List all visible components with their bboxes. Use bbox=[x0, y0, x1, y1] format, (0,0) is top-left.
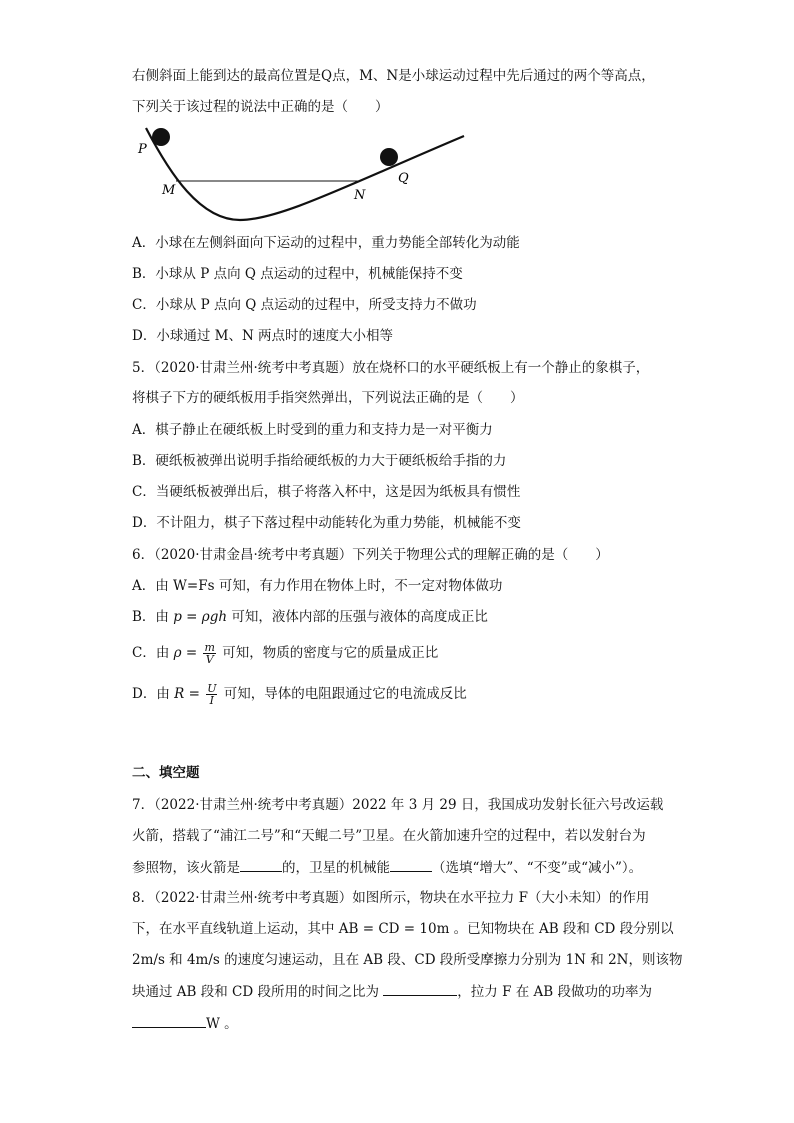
label-m: M bbox=[162, 183, 176, 198]
q5-stem-line-1: 5．（2020·甘肃兰州·统考中考真题）放在烧杯口的水平硬纸板上有一个静止的象棋子， bbox=[132, 360, 650, 376]
label-q: Q bbox=[398, 171, 409, 186]
q4-option-b: B．小球从 P 点向 Q 点运动的过程中，机械能保持不变 bbox=[132, 266, 463, 282]
label-p: P bbox=[138, 142, 147, 157]
ball-p-icon bbox=[152, 128, 170, 146]
q6-option-d: D．由 R = $\frac{U}{I}$ 可知，导体的电阻跟通过它的电流成反比 bbox=[132, 682, 467, 707]
q4-option-d: D．小球通过 M、N 两点时的速度大小相等 bbox=[132, 328, 394, 344]
q8-line-3: 2m/s 和 4m/s 的速度匀速运动，且在 AB 段、CD 段所受摩擦力分别为 1N 和 2N，则该物 bbox=[132, 952, 683, 968]
q4-option-a: A．小球在左侧斜面向下运动的过程中，重力势能全部转化为动能 bbox=[132, 235, 520, 251]
formula-pressure: p = ρgh bbox=[173, 609, 228, 625]
q8-line-4: 块通过 AB 段和 CD 段所用的时间之比为 ，拉力 F 在 AB 段做功的功率为 bbox=[132, 981, 652, 1002]
answer-blank-3[interactable] bbox=[383, 981, 457, 996]
q8-line-1: 8．（2022·甘肃兰州·统考中考真题）如图所示，物块在水平拉力 F（大小未知）的作用 bbox=[132, 890, 650, 906]
formula-resistance-lhs: R = bbox=[174, 686, 200, 702]
ball-q-icon bbox=[380, 148, 398, 166]
q6-option-b: B．由 p = ρgh 可知，液体内部的压强与液体的高度成正比 bbox=[132, 609, 488, 625]
formula-resistance-fraction: $\frac{U}{I}$ bbox=[207, 682, 217, 707]
q5-option-b: B．硬纸板被弹出说明手指给硬纸板的力大于硬纸板给手指的力 bbox=[132, 453, 507, 469]
answer-blank-2[interactable] bbox=[390, 857, 432, 872]
q4-option-c: C．小球从 P 点向 Q 点运动的过程中，所受支持力不做功 bbox=[132, 297, 477, 313]
q6-stem: 6．（2020·甘肃金昌·统考中考真题）下列关于物理公式的理解正确的是（ ） bbox=[132, 547, 609, 563]
section-title-fill-in: 二、填空题 bbox=[132, 765, 200, 781]
q6-option-c: C．由 ρ = $\frac{m}{V}$ 可知，物质的密度与它的质量成正比 bbox=[132, 641, 439, 666]
question-4-text-line-2: 下列关于该过程的说法中正确的是（ ） bbox=[132, 99, 389, 115]
q8-line-5: W 。 bbox=[132, 1013, 238, 1034]
formula-density-fraction: $\frac{m}{V}$ bbox=[204, 641, 215, 666]
q8-line-2: 下，在水平直线轨道上运动，其中 AB = CD = 10m 。已知物块在 AB 段和 CD 段分别以 bbox=[132, 921, 674, 937]
q5-option-c: C．当硬纸板被弹出后，棋子将落入杯中，这是因为纸板具有惯性 bbox=[132, 484, 521, 500]
q5-option-d: D．不计阻力，棋子下落过程中动能转化为重力势能，机械能不变 bbox=[132, 515, 521, 531]
q5-stem-line-2: 将棋子下方的硬纸板用手指突然弹出，下列说法正确的是（ ） bbox=[132, 390, 524, 406]
formula-density-lhs: ρ = bbox=[173, 645, 198, 661]
label-n: N bbox=[354, 188, 366, 203]
ramp-curve bbox=[146, 128, 464, 220]
q5-option-a: A．棋子静止在硬纸板上时受到的重力和支持力是一对平衡力 bbox=[132, 422, 493, 438]
ramp-figure bbox=[130, 124, 475, 230]
q7-line-2: 火箭，搭载了“浦江二号”和“天鲲二号”卫星。在火箭加速升空的过程中，若以发射台为 bbox=[132, 828, 646, 844]
q7-line-1: 7．（2022·甘肃兰州·统考中考真题）2022 年 3 月 29 日，我国成功发射长征六号改运载 bbox=[132, 797, 664, 813]
answer-blank-1[interactable] bbox=[240, 857, 282, 872]
question-4-text-line-1: 右侧斜面上能到达的最高位置是Q点，M、N是小球运动过程中先后通过的两个等高点， bbox=[132, 68, 655, 84]
answer-blank-4[interactable] bbox=[132, 1013, 206, 1028]
q6-option-a: A．由 W=Fs 可知，有力作用在物体上时，不一定对物体做功 bbox=[132, 578, 503, 594]
q7-line-3: 参照物，该火箭是 的，卫星的机械能 （选填“增大”、“不变”或“减小”）。 bbox=[132, 857, 642, 878]
